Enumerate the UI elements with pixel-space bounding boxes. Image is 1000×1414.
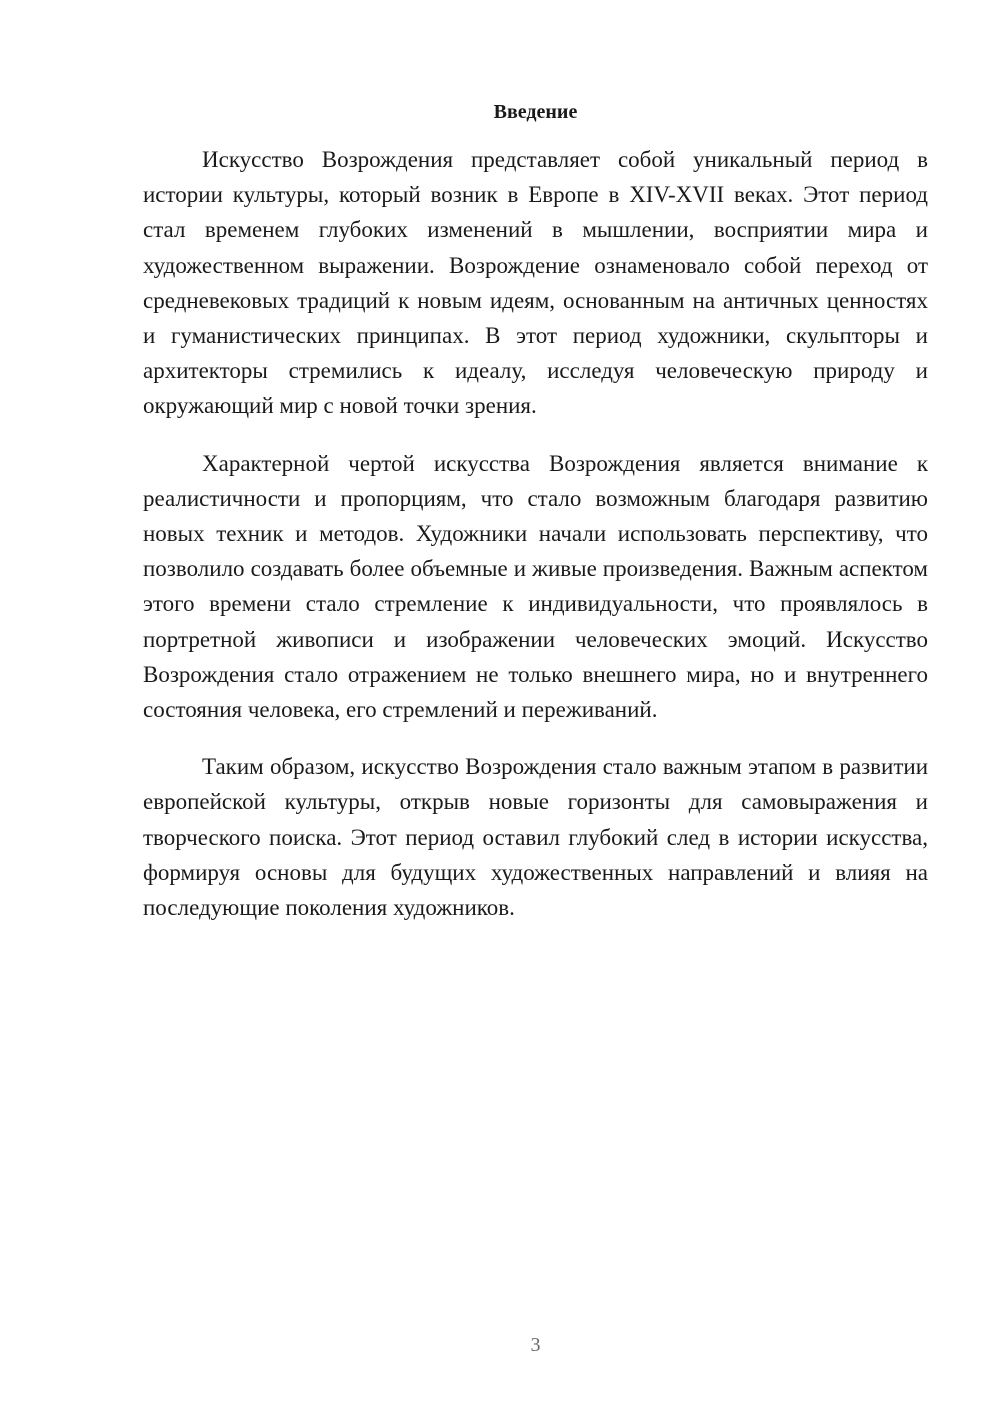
- paragraph-1: Искусство Возрождения представляет собой уникальный период в истории культуры, который возник в Европе в XIV-XVII веках. Этот период стал временем глубоких изменений в мышлении, восприятии мира и художественном выражении. Возрождение ознаменовало собой переход от средневековых традиций к новым идеям, основанным на античных ценностях и гуманистических принципах. В этот период художники, скульпторы и архитекторы стремились к идеалу, исследуя человеческую природу и окружающий мир с новой точки зрения.: [143, 147, 928, 419]
- page-number: 3: [530, 1334, 541, 1356]
- paragraph-2: Характерной чертой искусства Возрождения является внимание к реалистичности и пропорциям, что стало возможным благодаря развитию новых техник и методов. Художники начали использовать перспективу, что позволило создавать более объемные и живые произведения. Важным аспектом этого времени стало стремление к индивидуальности, что проявлялось в портретной живописи и изображении человеческих эмоций. Искусство Возрождения стало отражением не только внешнего мира, но и внутреннего состояния человека, его стремлений и переживаний.: [143, 450, 928, 723]
- body-text: [143, 142, 928, 947]
- paragraph-3: Таким образом, искусство Возрождения стало важным этапом в развитии европейской культуры, открыв новые горизонты для самовыражения и творческого поиска. Этот период оставил глубокий след в истории искусства, формируя основы для будущих художественных направлений и влияя на последующие поколения художников.: [143, 754, 928, 921]
- section-title: Введение: [493, 101, 578, 123]
